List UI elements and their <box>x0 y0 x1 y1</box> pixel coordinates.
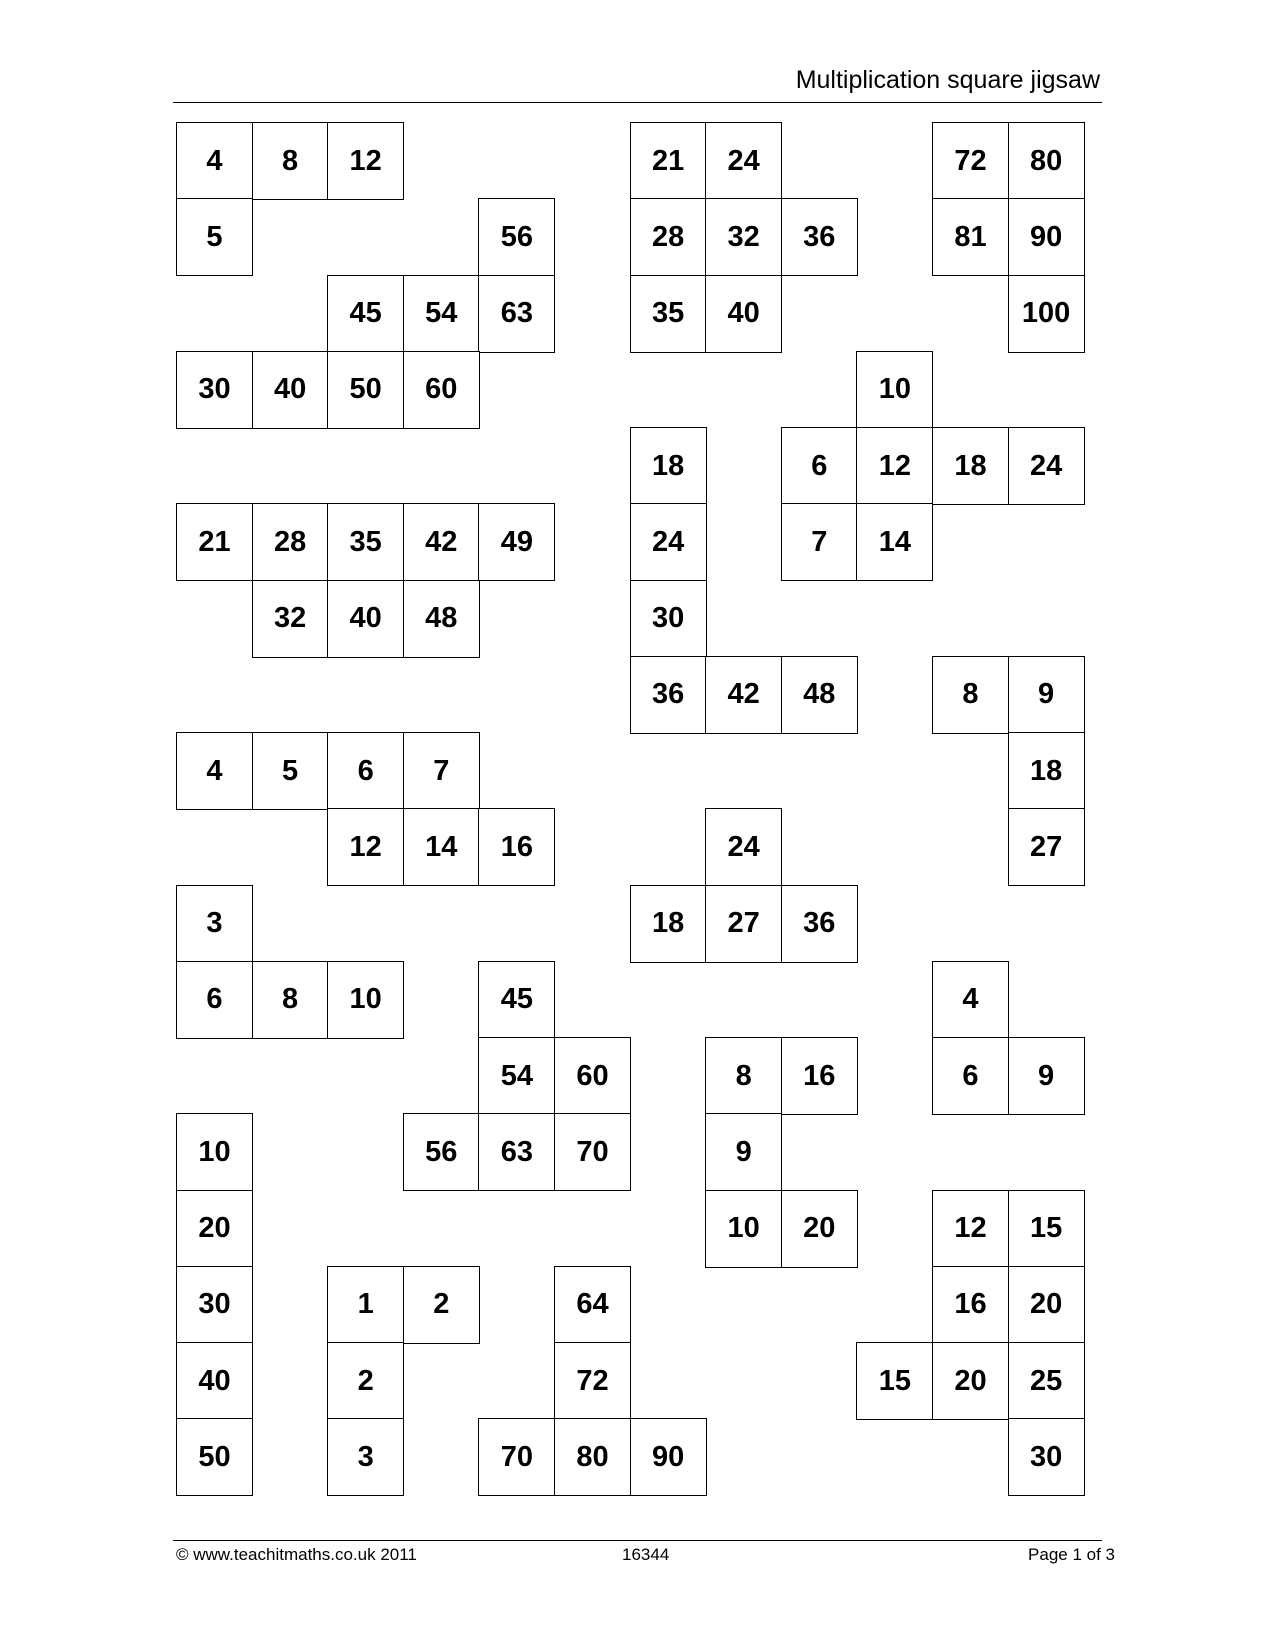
jigsaw-cell: 6 <box>932 1037 1009 1115</box>
jigsaw-cell: 18 <box>932 427 1009 505</box>
jigsaw-cell: 5 <box>176 198 253 276</box>
jigsaw-cell: 63 <box>478 275 555 353</box>
jigsaw-cell: 18 <box>630 427 707 505</box>
jigsaw-cell: 30 <box>176 1266 253 1344</box>
header-divider <box>173 102 1102 103</box>
jigsaw-cell: 48 <box>403 580 480 658</box>
jigsaw-cell: 9 <box>705 1113 782 1191</box>
jigsaw-cell: 10 <box>705 1190 782 1268</box>
jigsaw-cell: 63 <box>478 1113 555 1191</box>
jigsaw-cell: 18 <box>630 885 707 963</box>
jigsaw-cell: 54 <box>403 275 480 353</box>
jigsaw-cell: 49 <box>478 503 555 581</box>
jigsaw-cell: 54 <box>478 1037 555 1115</box>
jigsaw-cell: 16 <box>478 808 555 886</box>
jigsaw-cell: 56 <box>403 1113 480 1191</box>
jigsaw-cell: 35 <box>630 275 707 353</box>
jigsaw-cell: 12 <box>856 427 933 505</box>
jigsaw-cell: 3 <box>176 885 253 963</box>
jigsaw-cell: 24 <box>1008 427 1085 505</box>
jigsaw-cell: 24 <box>630 503 707 581</box>
jigsaw-cell: 64 <box>554 1266 631 1344</box>
jigsaw-cell: 12 <box>327 122 404 200</box>
jigsaw-cell: 81 <box>932 198 1009 276</box>
jigsaw-cell: 24 <box>705 808 782 886</box>
jigsaw-cell: 60 <box>403 351 480 429</box>
jigsaw-cell: 16 <box>932 1266 1009 1344</box>
jigsaw-cell: 72 <box>932 122 1009 200</box>
jigsaw-cell: 7 <box>403 732 480 810</box>
jigsaw-cell: 30 <box>176 351 253 429</box>
footer-code: 16344 <box>622 1545 670 1564</box>
jigsaw-cell: 12 <box>932 1190 1009 1268</box>
footer-divider <box>173 1540 1102 1541</box>
jigsaw-cell: 21 <box>630 122 707 200</box>
jigsaw-cell: 16 <box>781 1037 858 1115</box>
jigsaw-cell: 2 <box>327 1342 404 1420</box>
jigsaw-cell: 28 <box>630 198 707 276</box>
jigsaw-cell: 42 <box>403 503 480 581</box>
jigsaw-cell: 70 <box>478 1418 555 1496</box>
jigsaw-cell: 6 <box>327 732 404 810</box>
jigsaw-cell: 4 <box>176 732 253 810</box>
jigsaw-cell: 50 <box>176 1418 253 1496</box>
jigsaw-cell: 70 <box>554 1113 631 1191</box>
jigsaw-cell: 4 <box>176 122 253 200</box>
jigsaw-cell: 10 <box>176 1113 253 1191</box>
jigsaw-cell: 100 <box>1008 275 1085 353</box>
jigsaw-cell: 25 <box>1008 1342 1085 1420</box>
jigsaw-cell: 80 <box>554 1418 631 1496</box>
jigsaw-cell: 5 <box>252 732 329 810</box>
jigsaw-cell: 56 <box>478 198 555 276</box>
jigsaw-grid <box>176 122 1102 1528</box>
jigsaw-cell: 12 <box>327 808 404 886</box>
jigsaw-cell: 90 <box>1008 198 1085 276</box>
jigsaw-cell: 9 <box>1008 656 1085 734</box>
jigsaw-cell: 72 <box>554 1342 631 1420</box>
jigsaw-cell: 10 <box>856 351 933 429</box>
page-title: Multiplication square jigsaw <box>795 66 1100 94</box>
jigsaw-cell: 60 <box>554 1037 631 1115</box>
jigsaw-cell: 27 <box>1008 808 1085 886</box>
jigsaw-cell: 4 <box>932 961 1009 1039</box>
jigsaw-cell: 27 <box>705 885 782 963</box>
jigsaw-cell: 40 <box>705 275 782 353</box>
jigsaw-cell: 24 <box>705 122 782 200</box>
jigsaw-cell: 90 <box>630 1418 707 1496</box>
jigsaw-cell: 15 <box>856 1342 933 1420</box>
footer-copyright: © www.teachitmaths.co.uk 2011 <box>176 1545 417 1564</box>
jigsaw-cell: 8 <box>705 1037 782 1115</box>
jigsaw-cell: 28 <box>252 503 329 581</box>
jigsaw-cell: 1 <box>327 1266 404 1344</box>
jigsaw-cell: 80 <box>1008 122 1085 200</box>
jigsaw-cell: 30 <box>630 580 707 658</box>
jigsaw-cell: 7 <box>781 503 858 581</box>
jigsaw-cell: 50 <box>327 351 404 429</box>
jigsaw-cell: 36 <box>630 656 707 734</box>
jigsaw-cell: 40 <box>327 580 404 658</box>
jigsaw-cell: 32 <box>705 198 782 276</box>
footer-page-number: Page 1 of 3 <box>1028 1545 1115 1564</box>
jigsaw-cell: 40 <box>252 351 329 429</box>
jigsaw-cell: 42 <box>705 656 782 734</box>
jigsaw-cell: 20 <box>176 1190 253 1268</box>
jigsaw-cell: 14 <box>856 503 933 581</box>
jigsaw-cell: 9 <box>1008 1037 1085 1115</box>
jigsaw-cell: 40 <box>176 1342 253 1420</box>
jigsaw-cell: 36 <box>781 198 858 276</box>
jigsaw-cell: 18 <box>1008 732 1085 810</box>
jigsaw-cell: 45 <box>478 961 555 1039</box>
jigsaw-cell: 14 <box>403 808 480 886</box>
jigsaw-cell: 32 <box>252 580 329 658</box>
jigsaw-cell: 8 <box>932 656 1009 734</box>
jigsaw-cell: 20 <box>781 1190 858 1268</box>
jigsaw-cell: 21 <box>176 503 253 581</box>
jigsaw-cell: 10 <box>327 961 404 1039</box>
jigsaw-cell: 45 <box>327 275 404 353</box>
jigsaw-cell: 3 <box>327 1418 404 1496</box>
jigsaw-cell: 6 <box>781 427 858 505</box>
jigsaw-cell: 20 <box>1008 1266 1085 1344</box>
jigsaw-cell: 2 <box>403 1266 480 1344</box>
jigsaw-cell: 48 <box>781 656 858 734</box>
jigsaw-cell: 35 <box>327 503 404 581</box>
jigsaw-cell: 6 <box>176 961 253 1039</box>
jigsaw-cell: 8 <box>252 122 329 200</box>
jigsaw-cell: 15 <box>1008 1190 1085 1268</box>
jigsaw-cell: 36 <box>781 885 858 963</box>
jigsaw-cell: 30 <box>1008 1418 1085 1496</box>
jigsaw-cell: 8 <box>252 961 329 1039</box>
jigsaw-cell: 20 <box>932 1342 1009 1420</box>
